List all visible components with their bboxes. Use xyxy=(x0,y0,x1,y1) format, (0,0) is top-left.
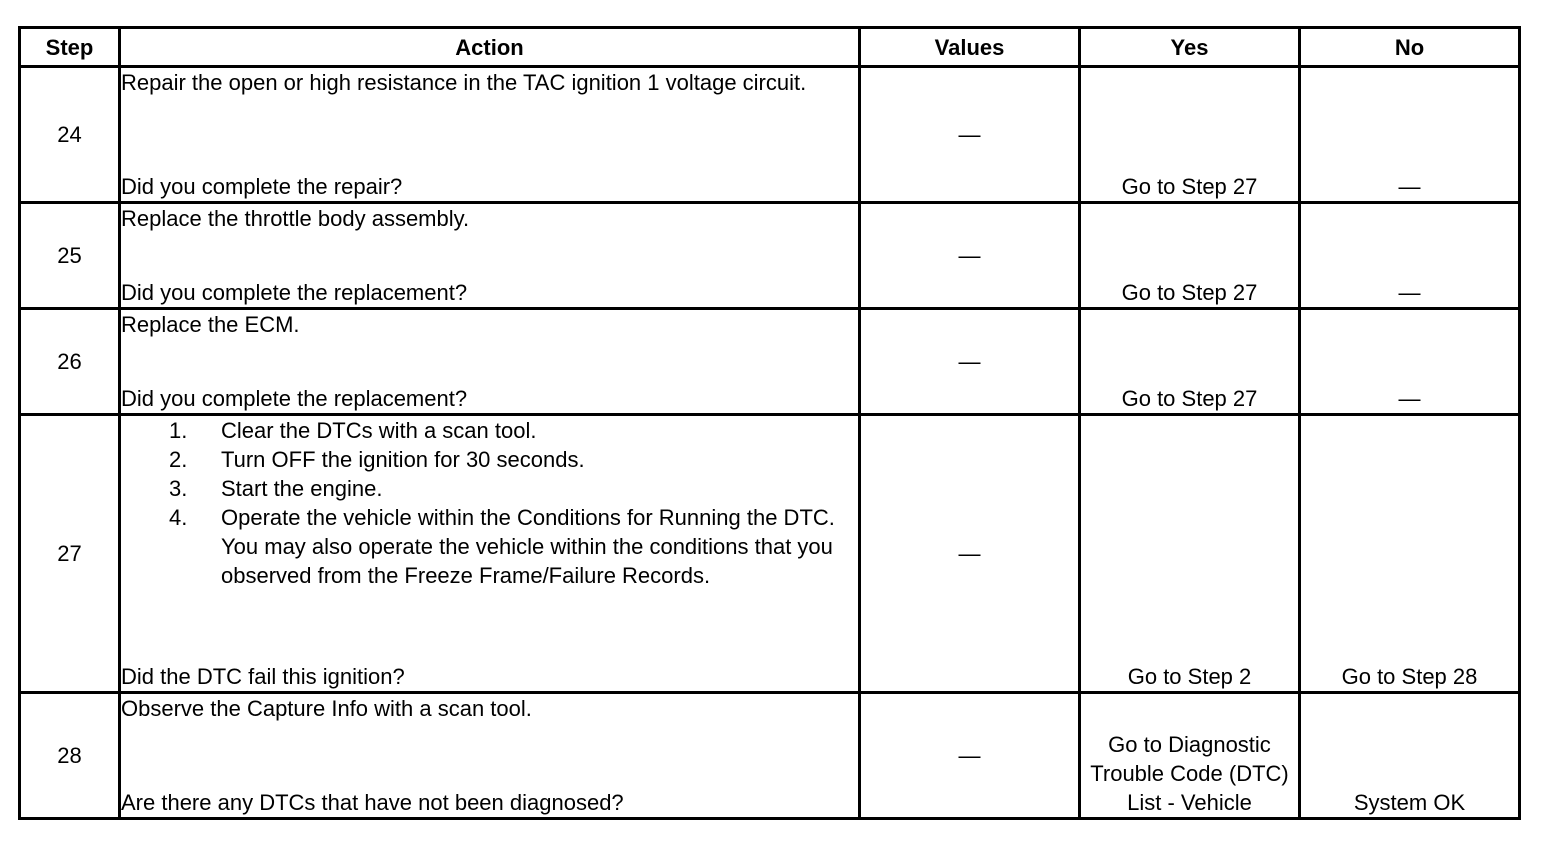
no-cell: — xyxy=(1300,309,1520,415)
substep-number: 3. xyxy=(169,476,188,501)
no-cell: — xyxy=(1300,67,1520,203)
action-cell xyxy=(120,415,860,693)
header-no: No xyxy=(1300,28,1520,67)
action-question: Did you complete the replacement? xyxy=(121,386,468,411)
values-cell: — xyxy=(860,203,1080,309)
header-yes: Yes xyxy=(1080,28,1300,67)
yes-cell: Go to Diagnostic Trouble Code (DTC) List - Vehicle xyxy=(1080,693,1300,819)
table-row xyxy=(20,415,1520,693)
substep-number: 2. xyxy=(169,447,188,472)
step-number: 24 xyxy=(20,67,120,203)
values-cell: — xyxy=(860,67,1080,203)
header-values: Values xyxy=(860,28,1080,67)
values-cell: — xyxy=(860,693,1080,819)
step-number: 25 xyxy=(20,203,120,309)
action-text: Observe the Capture Info with a scan tool. xyxy=(121,696,532,721)
action-text: Replace the throttle body assembly. xyxy=(121,206,470,231)
header-row xyxy=(20,28,1520,67)
table-row xyxy=(20,67,1520,203)
list-item xyxy=(169,503,858,590)
action-question: Did the DTC fail this ignition? xyxy=(121,664,405,689)
substep-list xyxy=(121,416,858,590)
action-text: Replace the ECM. xyxy=(121,312,300,337)
substep-number: 4. xyxy=(169,505,188,530)
list-item xyxy=(169,474,858,503)
substep-text: Start the engine. xyxy=(221,476,383,501)
no-cell: Go to Step 28 xyxy=(1300,415,1520,693)
action-cell xyxy=(120,309,860,415)
action-question: Did you complete the replacement? xyxy=(121,280,468,305)
no-cell: — xyxy=(1300,203,1520,309)
step-number: 28 xyxy=(20,693,120,819)
step-number: 27 xyxy=(20,415,120,693)
yes-cell: Go to Step 27 xyxy=(1080,309,1300,415)
no-cell: System OK xyxy=(1300,693,1520,819)
list-item xyxy=(169,445,858,474)
action-question: Did you complete the repair? xyxy=(121,174,403,199)
substep-text: Operate the vehicle within the Conditions for Running the DTC. You may also operate the vehicle within the conditions that you observed from the Freeze Frame/Failure Records. xyxy=(221,505,835,588)
values-cell: — xyxy=(860,309,1080,415)
header-action: Action xyxy=(120,28,860,67)
diagnostic-table xyxy=(18,26,1521,820)
action-question: Are there any DTCs that have not been diagnosed? xyxy=(121,790,624,815)
yes-cell: Go to Step 2 xyxy=(1080,415,1300,693)
action-cell xyxy=(120,67,860,203)
table-row xyxy=(20,203,1520,309)
table-row xyxy=(20,693,1520,819)
yes-cell: Go to Step 27 xyxy=(1080,67,1300,203)
list-item xyxy=(169,416,858,445)
action-cell xyxy=(120,693,860,819)
yes-cell: Go to Step 27 xyxy=(1080,203,1300,309)
header-step: Step xyxy=(20,28,120,67)
substep-text: Clear the DTCs with a scan tool. xyxy=(221,418,537,443)
substep-number: 1. xyxy=(169,418,188,443)
step-number: 26 xyxy=(20,309,120,415)
table-row xyxy=(20,309,1520,415)
action-text: Repair the open or high resistance in the TAC ignition 1 voltage circuit. xyxy=(121,70,807,95)
values-cell: — xyxy=(860,415,1080,693)
substep-text: Turn OFF the ignition for 30 seconds. xyxy=(221,447,585,472)
action-cell xyxy=(120,203,860,309)
